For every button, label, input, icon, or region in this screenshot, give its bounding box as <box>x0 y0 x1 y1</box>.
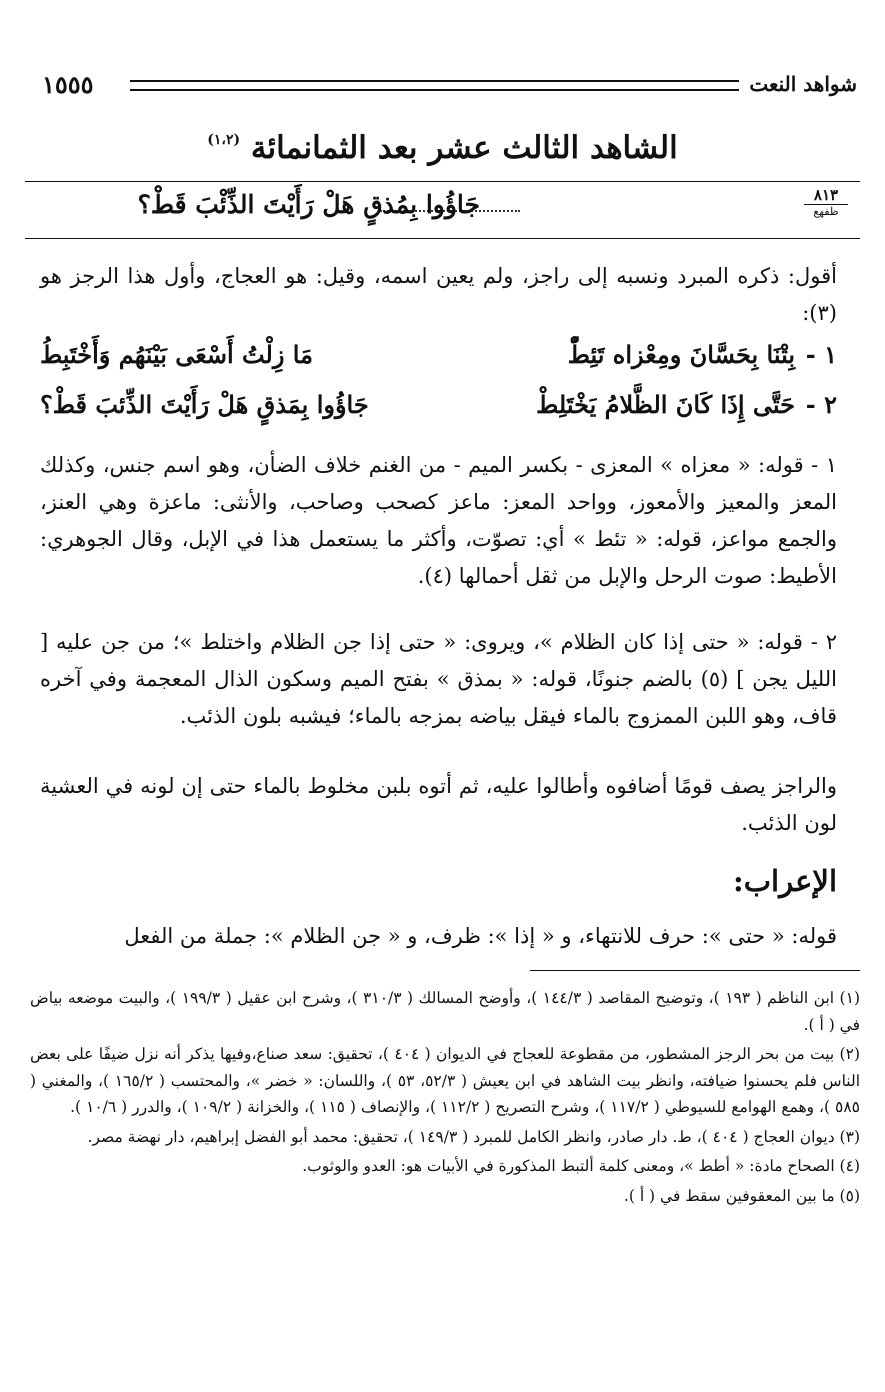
header-rule <box>130 80 739 91</box>
poem-second-hemistich: جَاؤُوا بِمَذقٍ هَلْ رَأَيْتَ الذِّئبَ قَطْ؟ <box>40 390 369 419</box>
section-title-note: (١،٢) <box>207 132 241 148</box>
footnote-rule <box>530 970 860 971</box>
verse-box <box>25 181 860 239</box>
footnote: (٤) الصحاح مادة: « أطط »، ومعنى كلمة ألتبط المذكورة في الأبيات هو: العدو والوثوب. <box>302 1157 860 1175</box>
poem-line <box>40 340 837 378</box>
section-title <box>0 130 885 166</box>
intro-paragraph: أقول: ذكره المبرد ونسبه إلى راجز، ولم يعين اسمه، وقيل: هو العجاج، وأول هذا الرجز هو (٣): <box>40 264 837 325</box>
commentary-paragraph: والراجز يصف قومًا أضافوه وأطالوا عليه، ثم أتوه بلبن مخلوط بالماء حتى إن لونه في العشية لون الذئب. <box>40 774 837 835</box>
poem-second-hemistich: مَا زِلْتُ أَسْعَى بَيْنَهُم وَأَخْتَبِطُ <box>40 340 313 369</box>
verse-label: ظفهع <box>813 205 839 218</box>
running-header <box>42 70 857 104</box>
poem-line-number: ١ - <box>805 340 837 369</box>
running-title: شواهد النعت <box>749 72 857 96</box>
footnotes <box>30 985 860 1212</box>
verse-reference <box>804 186 848 218</box>
commentary-paragraph: ١ - قوله: « معزاه » المعزى - بكسر الميم - من الغنم خلاف الضأن، وهو اسم جنس، وكذلك المعز والمعيز والأمعوز، وواحد المعز: ماعز كصحب وصاحب، والأنثى: ماعزة وهي العنز، والجمع مواعز، قوله: « تئط » أي: تصوّت، وأكثر ما يستعمل هذا في الإبل، وقال الجوهري: الأطيط: صوت الرحل والإبل من ثقل أحمالها (٤). <box>40 453 837 588</box>
poem-line-number: ٢ - <box>805 390 837 419</box>
i3rab-heading: الإعراب: <box>733 864 837 898</box>
page-number: ١٥٥٥ <box>42 70 94 99</box>
commentary-paragraph: ٢ - قوله: « حتى إذا كان الظلام »، ويروى: « حتى إذا جن الظلام واختلط »؛ من جن عليه [ الليل يجن ] (٥) بالضم جنونًا، قوله: « بمذق » بفتح الميم وسكون الذال المعجمة وفي آخره قاف، وهو اللبن الممزوج بالماء فيقل بياضه بمزجه بالماء؛ فيشبه بلون الذئب. <box>40 630 837 728</box>
verse-line: جَاؤُوا بِمُذقٍ هَلْ رَأَيْتَ الذِّئْبَ قَطْ؟ <box>137 190 480 219</box>
poem-first-hemistich: بِتْنَا بِحَسَّانَ ومِعْزاه تَئِطّْ <box>567 340 795 369</box>
footnote: (٢) بيت من بحر الرجز المشطور، من مقطوعة للعجاج في الديوان ( ٤٠٤ )، تحقيق: سعد صناع،وفيها يذكر أنه نزل ضيفًا على بعض الناس فلم يحسنوا ضيافته، وانظر بيت الشاهد في ابن يعيش ( ٥٢/٣، ٥٣ )، واللسان: « خضر »، والمحتسب ( ١٦٥/٢ )، والمغني ( ٥٨٥ )، وهمع الهوامع للسيوطي ( ١١٧/٢ )، وشرح التصريح ( ١١٢/٢ )، والإنصاف ( ١١٥ )، والخزانة ( ١٠٩/٢ )، والدرر ( ١٠/٦ ). <box>30 1045 860 1116</box>
footnote: (١) ابن الناظم ( ١٩٣ )، وتوضيح المقاصد ( ١٤٤/٣ )، وأوضح المسالك ( ٣١٠/٣ )، وشرح ابن عقيل ( ١٩٩/٣ )، والبيت موضعه بياض في ( أ ). <box>30 989 860 1034</box>
verse-number: ٨١٣ <box>804 186 848 205</box>
i3rab-paragraph: قوله: « حتى »: حرف للانتهاء، و « إذا »: ظرف، و « جن الظلام »: جملة من الفعل <box>124 924 837 948</box>
footnote: (٥) ما بين المعقوفين سقط في ( أ ). <box>623 1186 860 1205</box>
footnote: (٣) ديوان العجاج ( ٤٠٤ )، ط. دار صادر، وانظر الكامل للمبرد ( ١٤٩/٣ )، تحقيق: محمد أبو الفضل إبراهيم، دار نهضة مصر. <box>87 1127 860 1146</box>
poem-line <box>40 390 837 428</box>
section-title-text: الشاهد الثالث عشر بعد الثمانمائة <box>250 130 678 166</box>
poem-first-hemistich: حَتَّى إِذَا كَانَ الظَّلامُ يَخْتَلِطْ <box>536 390 795 419</box>
